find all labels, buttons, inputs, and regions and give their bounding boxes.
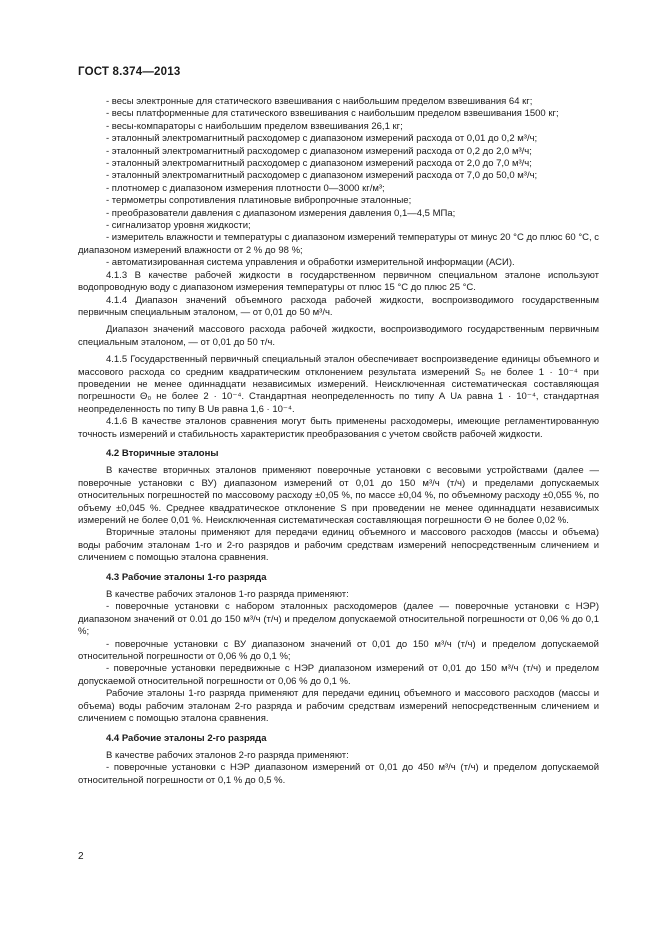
document-header: ГОСТ 8.374—2013 [78, 66, 181, 78]
list-item: - поверочные установки с НЭР диапазоном измерений от 0,01 до 450 м³/ч (т/ч) и пределом допускаемой относительной погрешности от 0,1 % до 0,5 %. [78, 762, 599, 786]
document-body [78, 96, 599, 787]
paragraph: 4.1.3 В качестве рабочей жидкости в государственном первичном специальном эталоне используют водопроводную воду с диапазоном измерения температуры от плюс 15 °С до плюс 25 °С. [78, 269, 599, 294]
paragraph: В качестве рабочих эталонов 1-го разряда применяют: [106, 589, 349, 601]
list-item: - термометры сопротивления платиновые вибропрочные эталонные; [106, 195, 412, 207]
list-item: - эталонный электромагнитный расходомер с диапазоном измерений расхода от 0,01 до 0,2 м³/ч; [106, 133, 538, 145]
list-item: - поверочные установки передвижные с НЭР диапазоном измерений от 0,01 до 150 м³/ч (т/ч) и пределом допускаемой относительной погрешности от 0,06 % до 0,1 %. [78, 663, 599, 687]
list-item: - эталонный электромагнитный расходомер с диапазоном измерений расхода от 2,0 до 7,0 м³/ч; [106, 158, 532, 170]
list-item: - автоматизированная система управления и обработки измерительной информации (АСИ). [106, 257, 515, 269]
list-item: - весы платформенные для статического взвешивания с наибольшим пределом взвешивания 1500 кг; [106, 108, 559, 120]
list-item: - плотномер с диапазоном измерения плотности 0—3000 кг/м³; [106, 182, 385, 194]
paragraph: В качестве рабочих эталонов 2-го разряда применяют: [106, 749, 349, 761]
list-item: - поверочные установки с набором эталонных расходомеров (далее — поверочные установки с НЭР) диапазоном значений от 0.01 до 150 м³/ч (т/ч) и пределом допускаемой относительной погрешности от 0,06 % до 0,1 %; [78, 601, 599, 638]
paragraph: В качестве вторичных эталонов применяют поверочные установки с весовыми устройствами (далее — поверочные установки с ВУ) диапазоном измерений от 0,01 до 150 м³/ч (т/ч) и пределами допускаемых относительных погрешностей по массовому расходу ±0,05 %, по массе ±0,04 %, по объемному расходу ±0,055 %, по объему ±0,045 %. Среднее квадратическое отклонение S при проведении не менее одиннадцати независимых измерений не более 0,01 %. Неисключенная систематическая составляющая погрешности Θ не более 0,02 %. [78, 465, 599, 526]
paragraph: Диапазон значений массового расхода рабочей жидкости, воспроизводимого государственным первичным специальным эталоном, — от 0,01 до 50 т/ч. [78, 324, 599, 348]
section-heading: 4.2 Вторичные эталоны [106, 447, 219, 459]
paragraph: 4.1.4 Диапазон значений объемного расхода рабочей жидкости, воспроизводимого государственным первичным специальным эталоном, — от 0,01 до 50 м³/ч. [78, 294, 599, 318]
paragraph: Рабочие эталоны 1-го разряда применяют для передачи единиц объемного и массового расходов (массы и объема) воды рабочим эталонам 2-го разряда и рабочим средствам измерений непосредственным сличением и сличением с помощью эталона сравнения. [78, 688, 599, 725]
section-heading: 4.4 Рабочие эталоны 2-го разряда [106, 732, 267, 744]
section-heading: 4.3 Рабочие эталоны 1-го разряда [106, 571, 267, 583]
list-item: - весы электронные для статического взвешивания с наибольшим пределом взвешивания 64 кг; [106, 96, 533, 107]
paragraph: 4.1.5 Государственный первичный специальный эталон обеспечивает воспроизведение единицы объемного и массового расхода со средним квадратическим отклонением результата измерений S₀ не более 1 · 10⁻⁴ при проведении не менее одиннадцати независимых измерений. Неисключенная систематическая составляющая погрешности Θ₀ не более 2 · 10⁻⁴. Стандартная неопределенность по типу А Uᴀ равна 1 · 10⁻⁴, стандартная неопределенность по типу В Uв равна 1,6 · 10⁻⁴. [78, 354, 599, 415]
page-number: 2 [78, 851, 84, 862]
list-item: - преобразователи давления с диапазоном измерения давления 0,1—4,5 МПа; [106, 207, 456, 219]
paragraph: 4.1.6 В качестве эталонов сравнения могут быть применены расходомеры, имеющие регламентированную точность измерений и стабильность характеристик преобразования с учетом свойств рабочей жидкости. [78, 416, 599, 440]
list-item: - эталонный электромагнитный расходомер с диапазоном измерений расхода от 0,2 до 2,0 м³/ч; [106, 145, 532, 157]
list-item: - эталонный электромагнитный расходомер с диапазоном измерений расхода от 7,0 до 50,0 м³/ч; [106, 170, 538, 182]
paragraph: Вторичные эталоны применяют для передачи единиц объемного и массового расходов (массы и объема) воды рабочим эталонам 1-го и 2-го разрядов и рабочим средствам измерений непосредственным сличением и сличением с помощью эталона сравнения. [78, 527, 599, 564]
list-item: - измеритель влажности и температуры с диапазоном измерений температуры от минус 20 °С до плюс 60 °С, с диапазоном измерений влажности от 2 % до 98 %; [78, 232, 600, 256]
list-item: - сигнализатор уровня жидкости; [106, 220, 251, 232]
list-item: - весы-компараторы с наибольшим пределом взвешивания 26,1 кг; [106, 120, 403, 132]
list-item: - поверочные установки с ВУ диапазоном значений от 0,01 до 150 м³/ч (т/ч) и пределом допускаемой относительной погрешности от 0,06 % до 0,1 %; [78, 638, 599, 663]
